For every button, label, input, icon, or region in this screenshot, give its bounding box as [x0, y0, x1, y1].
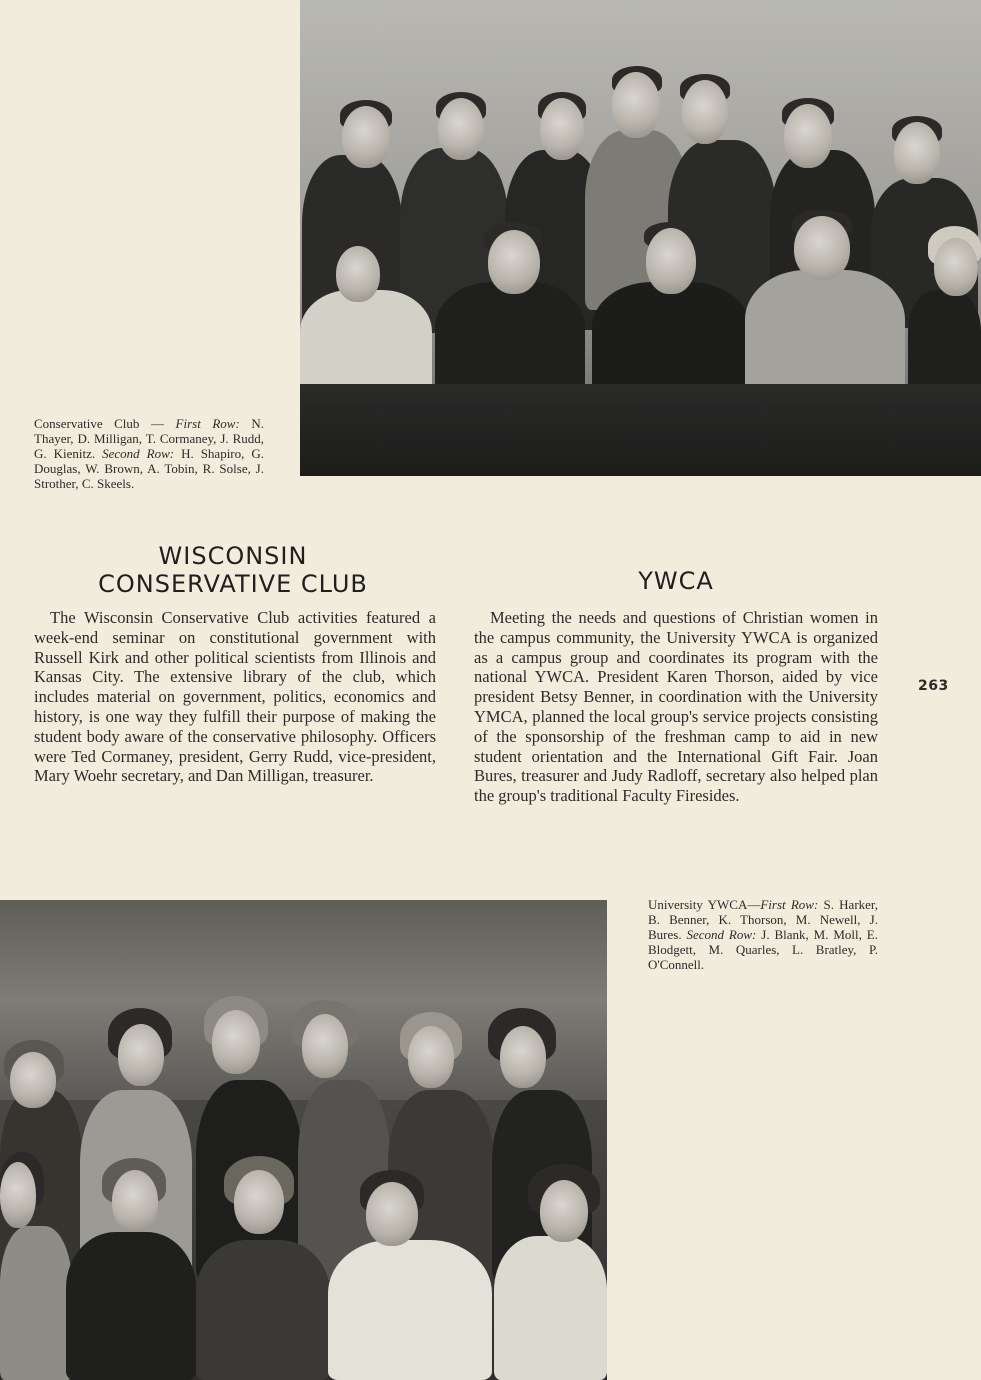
ywca-photo	[0, 900, 607, 1380]
caption-row1-names: N. Thayer, D. Milligan, T. Cormaney, J. Rudd, G. Kienitz.	[34, 416, 264, 461]
heading-line-2: CONSERVATIVE CLUB	[98, 570, 368, 598]
conservative-club-photo	[300, 0, 981, 476]
page-number: 263	[918, 678, 949, 694]
ywca-body: Meeting the needs and questions of Christian women in the campus community, the University YWCA is organized as a campus group and coordinates its program with the national YWCA. President Karen Thorson, aided by vice president Betsy Benner, in coordination with the University YMCA, planned the local group's service projects consisting of the sponsorship of the freshman camp to aid in new student orientation and the International Gift Fair. Joan Bures, treasurer and Judy Radloff, secretary also helped plan the group's traditional Faculty Firesides.	[474, 608, 878, 806]
caption-prefix: Conservative Club —	[34, 416, 176, 431]
caption-row2-names: H. Shapiro, G. Douglas, W. Brown, A. Tobin, R. Solse, J. Strother, C. Skeels.	[34, 446, 265, 491]
caption-prefix: University YWCA—	[648, 897, 761, 912]
caption-row1-names: S. Harker, B. Benner, K. Thorson, M. Newell, J. Bures.	[648, 897, 878, 942]
ywca-heading: YWCA	[638, 567, 714, 595]
caption-row2-label: Second Row:	[102, 446, 175, 461]
caption-row1-label: First Row:	[175, 416, 240, 431]
caption-row2-names: J. Blank, M. Moll, E. Blodgett, M. Quarles, L. Bratley, P. O'Connell.	[648, 927, 878, 972]
conservative-club-body: The Wisconsin Conservative Club activities featured a week-end seminar on constitutional government with Russell Kirk and other political scientists from Illinois and Kansas City. The extensive library of the club, which includes material on government, politics, economics and history, is one way they fulfill their purpose of making the student body aware of the conservative philosophy. Officers were Ted Cormaney, president, Gerry Rudd, vice-president, Mary Woehr secretary, and Dan Milligan, treasurer.	[34, 608, 436, 786]
ywca-caption	[648, 897, 878, 972]
conservative-club-heading	[44, 542, 422, 598]
caption-row2-label: Second Row:	[686, 927, 757, 942]
caption-row1-label: First Row:	[760, 897, 819, 912]
heading-line-1: WISCONSIN	[158, 542, 308, 570]
conservative-club-caption	[34, 416, 264, 491]
